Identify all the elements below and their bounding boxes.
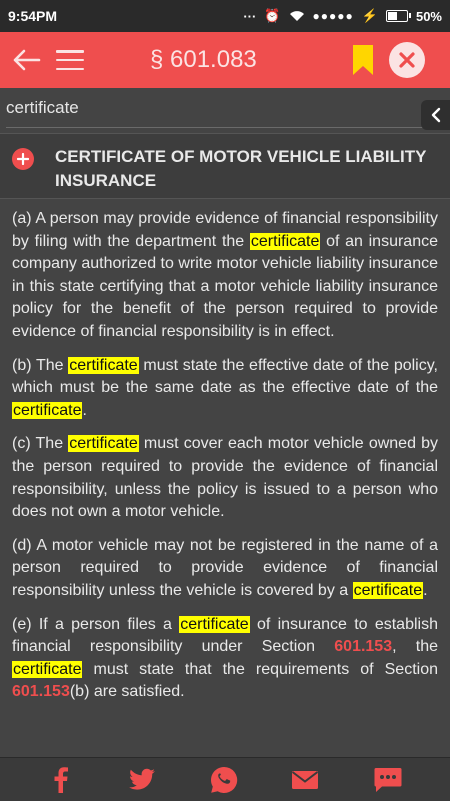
app-bar — [0, 32, 450, 88]
search-highlight: certificate — [353, 581, 423, 599]
twitter-icon — [128, 768, 156, 792]
search-highlight: certificate — [13, 401, 82, 419]
battery-icon — [386, 10, 408, 22]
charging-icon: ⚡ — [361, 8, 378, 23]
share-facebook-button[interactable] — [46, 766, 74, 794]
statute-text — [12, 208, 438, 746]
text-run: . — [423, 581, 428, 599]
subsection-a — [12, 208, 438, 344]
search-highlight: certificate — [180, 615, 249, 633]
text-run: , the — [392, 638, 438, 656]
sms-icon — [374, 767, 402, 793]
page-title: § 601.083 — [150, 46, 257, 73]
facebook-icon — [52, 767, 68, 793]
battery-percent: 50% — [415, 8, 442, 24]
text-run: (d) A motor vehicle may not be registered in the name of a person required to provide evidence of financial responsibility unless the vehicle is covered by a — [12, 536, 438, 599]
share-whatsapp-button[interactable] — [210, 766, 238, 794]
text-run: . — [82, 401, 87, 419]
search-row — [0, 88, 450, 130]
text-run: of an insurance company authorized to write motor vehicle liability insurance in this state certifying that a motor vehicle liability insurance policy for the benefit of the person required to provide evidence of financial responsibility is in effect. — [12, 232, 438, 340]
text-run: of insurance to establish financial responsibility under Section — [12, 615, 438, 656]
alarm-icon: ⏰ — [264, 8, 281, 23]
subsection-b — [12, 355, 438, 423]
text-run: must state that the requirements of Section — [82, 660, 438, 678]
search-highlight: certificate — [69, 356, 138, 374]
search-highlight: certificate — [69, 435, 138, 453]
subsection-d — [12, 535, 438, 603]
text-run: (b) are satisfied. — [69, 683, 185, 701]
chevron-left-icon — [430, 107, 442, 123]
share-bar — [0, 757, 450, 801]
text-run: (e) If a person files a — [12, 615, 180, 633]
text-run: (c) The — [12, 435, 69, 453]
arrow-left-icon — [11, 48, 41, 72]
subsection-c — [12, 433, 438, 523]
status-time: 9:54PM — [8, 8, 58, 24]
whatsapp-icon — [210, 766, 238, 794]
close-button[interactable] — [389, 42, 425, 78]
subsection-e — [12, 614, 438, 704]
section-link[interactable]: 601.153 — [12, 683, 70, 701]
section-title: CERTIFICATE OF MOTOR VEHICLE LIABILITY INSURANCE — [55, 147, 427, 190]
text-run: must cover each motor vehicle owned by the person required to provide the evidence of financial responsibility, unless the policy is issued to a person who does not own a motor vehicle. — [12, 435, 438, 521]
share-twitter-button[interactable] — [128, 766, 156, 794]
section-header[interactable] — [0, 133, 450, 199]
hamburger-icon-bar — [56, 50, 84, 53]
text-run: must state the effective date of the policy, which must be the same date as the effective date of the — [12, 356, 438, 397]
search-input[interactable]: certificate — [6, 98, 79, 117]
share-email-button[interactable] — [291, 766, 319, 794]
search-highlight: certificate — [13, 660, 82, 678]
search-highlight: certificate — [250, 232, 320, 250]
menu-button[interactable] — [56, 46, 84, 74]
share-sms-button[interactable] — [374, 766, 402, 794]
plus-icon — [17, 153, 29, 165]
signal-strength-icon: ●●●●● — [312, 9, 354, 23]
close-icon — [398, 51, 416, 69]
more-dots-icon: ··· — [243, 8, 257, 24]
text-run: (b) The — [12, 356, 69, 374]
hamburger-icon-bar — [56, 68, 84, 71]
wifi-icon — [289, 10, 305, 22]
back-button[interactable] — [10, 44, 42, 76]
bookmark-icon — [352, 44, 374, 76]
search-underline — [6, 127, 426, 128]
expand-add-icon[interactable] — [12, 148, 34, 170]
hamburger-icon-bar — [56, 59, 84, 62]
section-link[interactable]: 601.153 — [334, 638, 393, 656]
status-icons — [243, 8, 442, 24]
bookmark-button[interactable] — [352, 44, 374, 76]
collapse-panel-button[interactable] — [421, 100, 450, 130]
status-bar — [0, 0, 450, 32]
text-run: (a) A person may provide evidence of financial responsibility by filing with the department the — [12, 210, 438, 250]
email-icon — [291, 770, 319, 790]
